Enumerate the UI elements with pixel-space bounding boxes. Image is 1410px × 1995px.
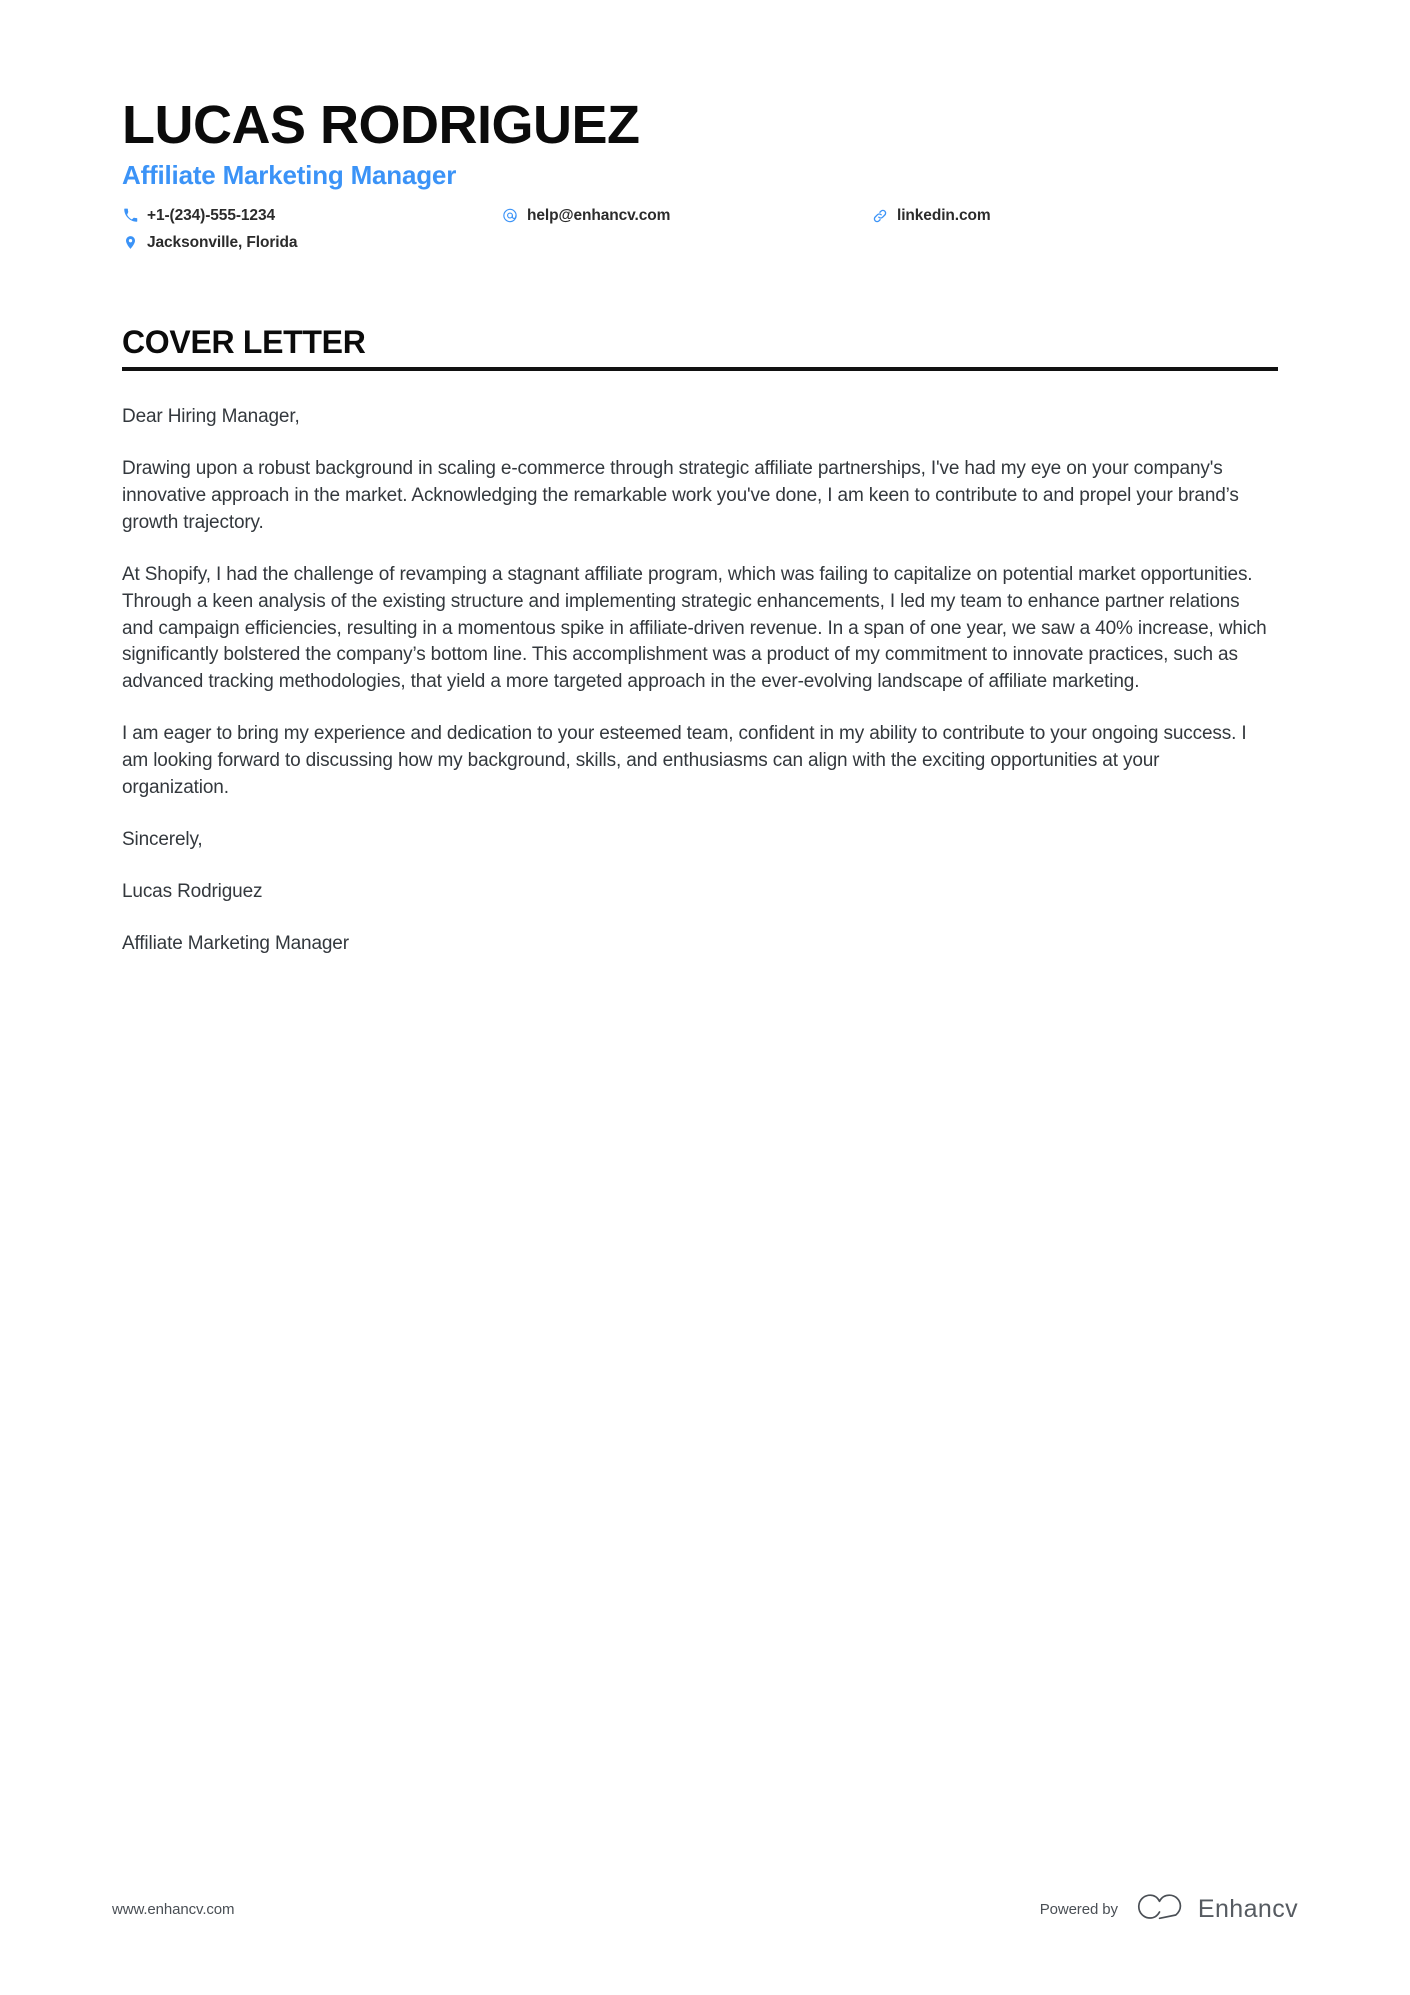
contact-phone-label: +1-(234)-555-1234 — [147, 206, 275, 224]
letter-body — [122, 404, 1278, 959]
contact-linkedin[interactable] — [872, 208, 1278, 224]
cover-letter-section — [122, 325, 1278, 959]
footer-branding — [1040, 1892, 1298, 1927]
powered-by-label: Powered by — [1039, 1901, 1118, 1918]
link-icon — [872, 208, 888, 224]
footer-website-url[interactable]: www.enhancv.com — [112, 1901, 235, 1918]
location-pin-icon — [122, 235, 138, 251]
letter-salutation: Dear Hiring Manager, — [122, 405, 300, 427]
letter-signature-title: Affiliate Marketing Manager — [122, 933, 349, 955]
phone-icon — [122, 208, 138, 224]
contact-email-label: help@enhancv.com — [527, 206, 671, 224]
candidate-name: LUCAS RODRIGUEZ — [122, 95, 640, 155]
contact-location[interactable] — [122, 235, 502, 251]
document-header — [122, 0, 1278, 251]
contact-location-label: Jacksonville, Florida — [147, 233, 298, 251]
contact-email[interactable] — [502, 208, 872, 224]
contact-linkedin-label: linkedin.com — [897, 206, 991, 224]
section-heading: COVER LETTER — [122, 323, 366, 360]
section-divider — [122, 367, 1278, 371]
candidate-job-title: Affiliate Marketing Manager — [122, 160, 457, 191]
page-content — [122, 0, 1278, 958]
letter-closing: Sincerely, — [122, 829, 203, 851]
contact-phone[interactable] — [122, 208, 502, 224]
enhancv-brand-name: Enhancv — [1197, 1895, 1298, 1923]
letter-paragraph-3: I am eager to bring my experience and dedication to your esteemed team, confident in my ability to contribute to your ongoing success. I am looking forward to discussing how my background, skills, and enthusiasms can align with the exciting opportunities at your organization. — [122, 723, 1247, 799]
letter-paragraph-2: At Shopify, I had the challenge of revamping a stagnant affiliate program, which was failing to capitalize on potential market opportunities. Through a keen analysis of the existing structure and implementing strategic enhancements, I led my team to enhance partner relations and campaign efficiencies, resulting in a momentous spike in affiliate-driven revenue. In a span of one year, we saw a 40% increase, which significantly bolstered the company’s bottom line. This accomplishment was a product of my commitment to innovate practices, such as advanced tracking methodologies, that yield a more targeted approach in the ever-evolving landscape of affiliate marketing. — [122, 563, 1267, 693]
enhancv-brand — [1134, 1892, 1298, 1927]
letter-signature-name: Lucas Rodriguez — [122, 881, 263, 903]
email-icon — [502, 208, 518, 224]
page-footer — [112, 1892, 1298, 1927]
contact-details — [122, 208, 1278, 251]
enhancv-logo-icon — [1134, 1892, 1186, 1927]
letter-paragraph-1: Drawing upon a robust background in scaling e-commerce through strategic affiliate partnerships, I've had my eye on your company's innovative approach in the market. Acknowledging the remarkable work you've done, I am keen to contribute to and propel your brand’s growth trajectory. — [122, 457, 1239, 533]
